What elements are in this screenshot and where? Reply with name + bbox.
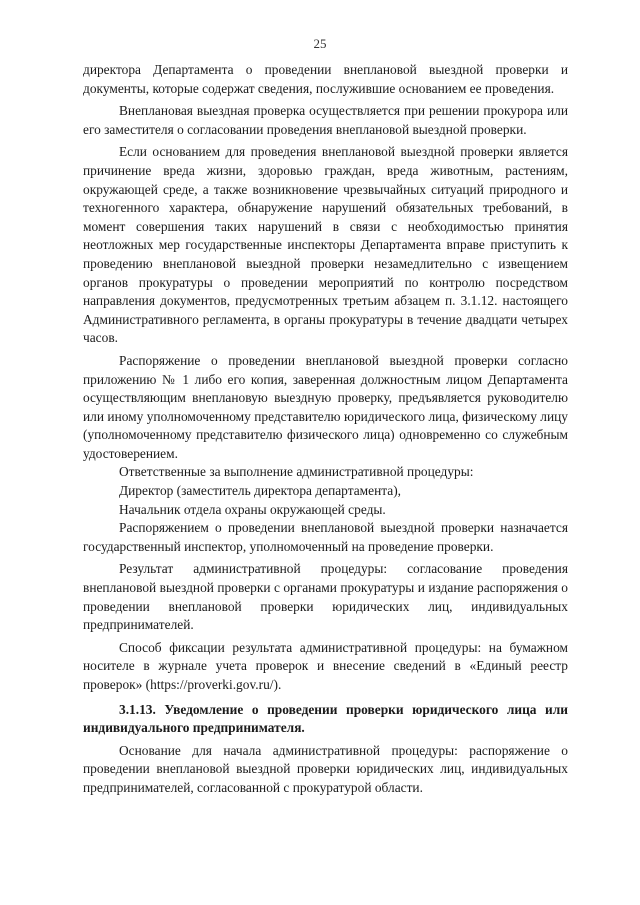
paragraph-result-recording: Способ фиксации результата административной процедуры: на бумажном носителе в журнале учета проверок и внесение сведений в «Единый реестр проверок» (https://proverki.gov.ru/).	[83, 639, 568, 692]
paragraph-prosecutor-approval: Внеплановая выездная проверка осуществляется при решении прокурора или его заместителя о согласовании проведения внеплановой выездной проверки.	[83, 103, 568, 137]
paragraph-director: Директор (заместитель директора департамента),	[119, 483, 402, 499]
paragraph-responsible: Ответственные за выполнение административной процедуры:	[119, 464, 474, 480]
section-heading-3-1-13: 3.1.13. Уведомление о проведении проверки юридического лица или индивидуального предпринимателя.	[83, 701, 568, 736]
paragraph-procedure-result: Результат административной процедуры: согласование проведения внеплановой выездной проверки с органами прокуратуры и издание распоряжения о проведении внеплановой проверки юридических лиц, индивидуальных предпринимателей.	[83, 561, 568, 633]
paragraph-inspector-assignment: Распоряжением о проведении внеплановой выездной проверки назначается государственный инспектор, уполномоченный на проведение проверки.	[83, 520, 568, 554]
paragraph-order-presentation: Распоряжение о проведении внеплановой выездной проверки согласно приложению № 1 либо его копия, заверенная должностным лицом Департамента осуществляющим внеплановую выездную проверку, предъявляется руководителю или иному уполномоченному представителю юридического лица, физическому лицу (уполномоченному представителю физического лица) одновременно со служебным удостоверением.	[83, 352, 568, 461]
paragraph-urgent-inspection: Если основанием для проведения внеплановой выездной проверки является причинение вреда жизни, здоровью граждан, вреда животным, растениям, окружающей среде, а также возникновение чрезвычайных ситуаций природного и техногенного характера, обнаружение нарушений обязательных требований, в момент совершения таких нарушений в связи с необходимостью принятия неотложных мер государственные инспекторы Департамента вправе приступить к проведению внеплановой выездной проверки незамедлительно с извещением органов прокуратуры о проведении мероприятий по контролю посредством направления документов, предусмотренных третьим абзацем п. 3.1.12. настоящего Административного регламента, в органы прокуратуры в течение двадцати четырех часов.	[83, 144, 568, 346]
document-body	[83, 61, 568, 798]
page-number: 25	[313, 36, 327, 51]
paragraph-department-head: Начальник отдела охраны окружающей среды.	[119, 501, 386, 517]
paragraph-procedure-basis: Основание для начала административной процедуры: распоряжение о проведении внеплановой выездной проверки юридических лиц, индивидуальных предпринимателей, согласованной с прокуратурой области.	[83, 742, 568, 795]
paragraph-continuation: директора Департамента о проведении внеплановой выездной проверки и документы, которые содержат сведения, послужившие основанием ее проведения.	[83, 62, 568, 96]
